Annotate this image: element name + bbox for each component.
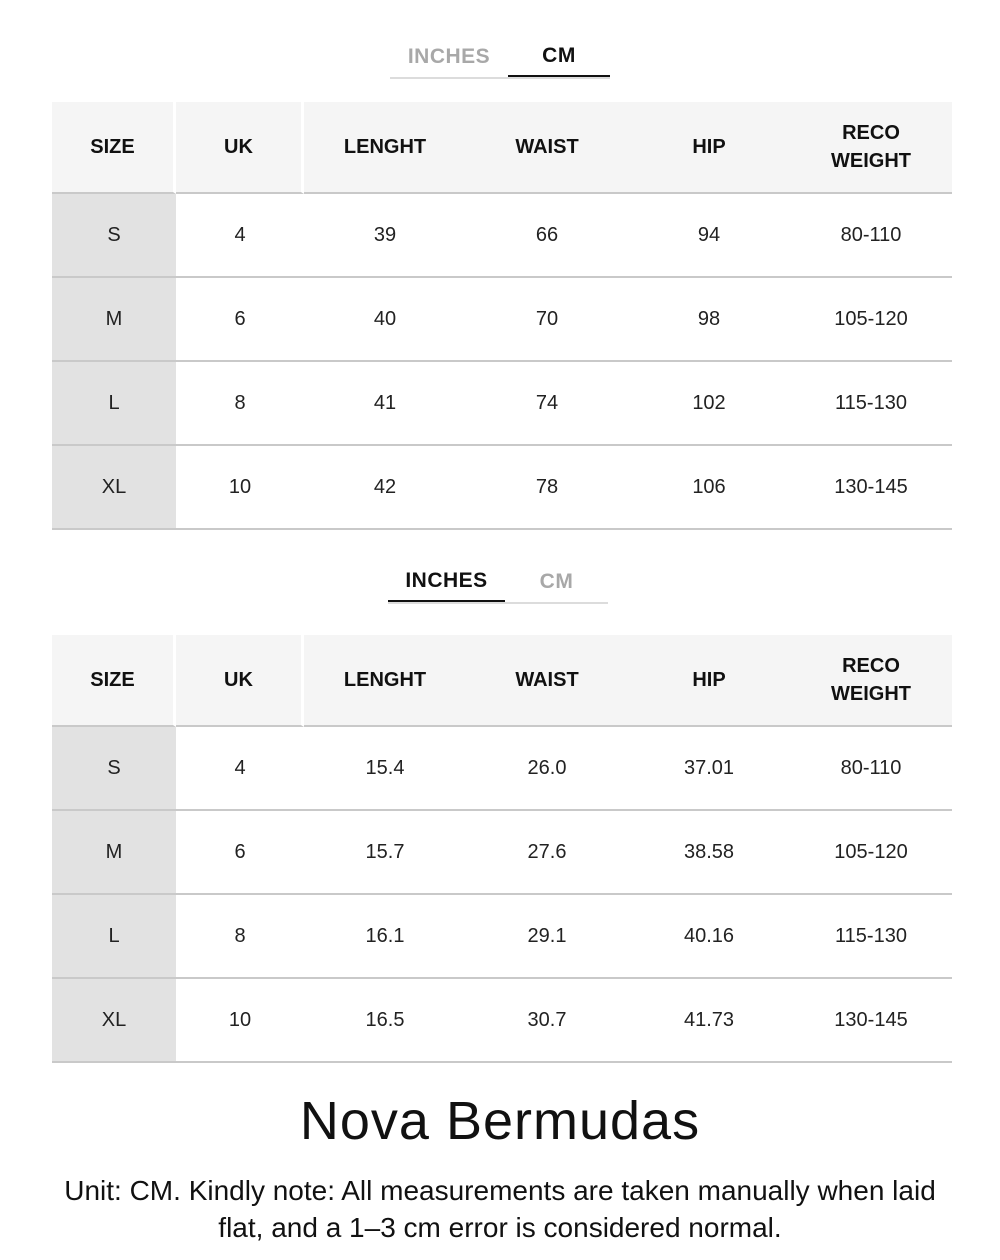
- cell-uk: 8: [176, 362, 304, 446]
- cell-reco-weight: 105-120: [790, 278, 952, 362]
- cell-reco-weight: 105-120: [790, 811, 952, 895]
- cell-size: L: [52, 895, 176, 979]
- header-uk: UK: [176, 102, 304, 194]
- cell-waist: 66: [466, 194, 628, 278]
- cell-uk: 4: [176, 194, 304, 278]
- table-header-row: [52, 102, 952, 194]
- cell-uk: 6: [176, 811, 304, 895]
- table-row: [52, 278, 952, 362]
- tab-inches[interactable]: INCHES: [388, 562, 505, 602]
- cell-reco-weight: 80-110: [790, 194, 952, 278]
- cell-hip: 94: [628, 194, 790, 278]
- cell-uk: 10: [176, 979, 304, 1063]
- cell-length: 42: [304, 446, 466, 530]
- table-row: [52, 727, 952, 811]
- cell-reco-weight: 130-145: [790, 446, 952, 530]
- size-table-cm: [52, 102, 952, 530]
- cell-size: M: [52, 278, 176, 362]
- header-hip: HIP: [628, 102, 790, 194]
- cell-hip: 37.01: [628, 727, 790, 811]
- table-row: [52, 362, 952, 446]
- cell-hip: 106: [628, 446, 790, 530]
- table-row: [52, 811, 952, 895]
- cell-length: 15.4: [304, 727, 466, 811]
- cell-size: S: [52, 194, 176, 278]
- cell-size: XL: [52, 979, 176, 1063]
- cell-waist: 30.7: [466, 979, 628, 1063]
- cell-hip: 41.73: [628, 979, 790, 1063]
- tab-cm[interactable]: CM: [539, 570, 574, 593]
- cell-uk: 10: [176, 446, 304, 530]
- cell-size: M: [52, 811, 176, 895]
- header-size: SIZE: [52, 635, 176, 727]
- table-header-row: [52, 635, 952, 727]
- header-length: LENGHT: [304, 102, 466, 194]
- size-table-inches: [52, 635, 952, 1063]
- cell-waist: 74: [466, 362, 628, 446]
- cell-uk: 6: [176, 278, 304, 362]
- cell-uk: 8: [176, 895, 304, 979]
- cell-waist: 27.6: [466, 811, 628, 895]
- unit-tabs-bottom: [388, 562, 608, 604]
- tab-cm[interactable]: CM: [508, 37, 610, 77]
- cell-hip: 38.58: [628, 811, 790, 895]
- header-waist: WAIST: [466, 102, 628, 194]
- header-size: SIZE: [52, 102, 176, 194]
- cell-length: 41: [304, 362, 466, 446]
- cell-waist: 70: [466, 278, 628, 362]
- cell-length: 16.1: [304, 895, 466, 979]
- cell-reco-weight: 115-130: [790, 362, 952, 446]
- table-row: [52, 979, 952, 1063]
- cell-length: 15.7: [304, 811, 466, 895]
- product-title: Nova Bermudas: [299, 1091, 701, 1151]
- cell-hip: 40.16: [628, 895, 790, 979]
- cell-length: 16.5: [304, 979, 466, 1063]
- header-reco-weight: RECO WEIGHT: [790, 635, 952, 727]
- cell-waist: 29.1: [466, 895, 628, 979]
- cell-length: 40: [304, 278, 466, 362]
- cell-waist: 26.0: [466, 727, 628, 811]
- cell-reco-weight: 130-145: [790, 979, 952, 1063]
- cell-size: XL: [52, 446, 176, 530]
- header-length: LENGHT: [304, 635, 466, 727]
- cell-reco-weight: 80-110: [790, 727, 952, 811]
- cell-size: S: [52, 727, 176, 811]
- header-reco-weight: RECO WEIGHT: [790, 102, 952, 194]
- header-uk: UK: [176, 635, 304, 727]
- table-row: [52, 895, 952, 979]
- cell-uk: 4: [176, 727, 304, 811]
- measurement-note: Unit: CM. Kindly note: All measurements are taken manually when laid flat, and a 1–3 cm error is considered normal.: [64, 1175, 936, 1243]
- tab-inches[interactable]: INCHES: [407, 45, 491, 68]
- cell-size: L: [52, 362, 176, 446]
- header-waist: WAIST: [466, 635, 628, 727]
- table-row: [52, 194, 952, 278]
- cell-length: 39: [304, 194, 466, 278]
- cell-waist: 78: [466, 446, 628, 530]
- table-row: [52, 446, 952, 530]
- header-hip: HIP: [628, 635, 790, 727]
- cell-reco-weight: 115-130: [790, 895, 952, 979]
- cell-hip: 98: [628, 278, 790, 362]
- unit-tabs-top: [390, 37, 610, 79]
- cell-hip: 102: [628, 362, 790, 446]
